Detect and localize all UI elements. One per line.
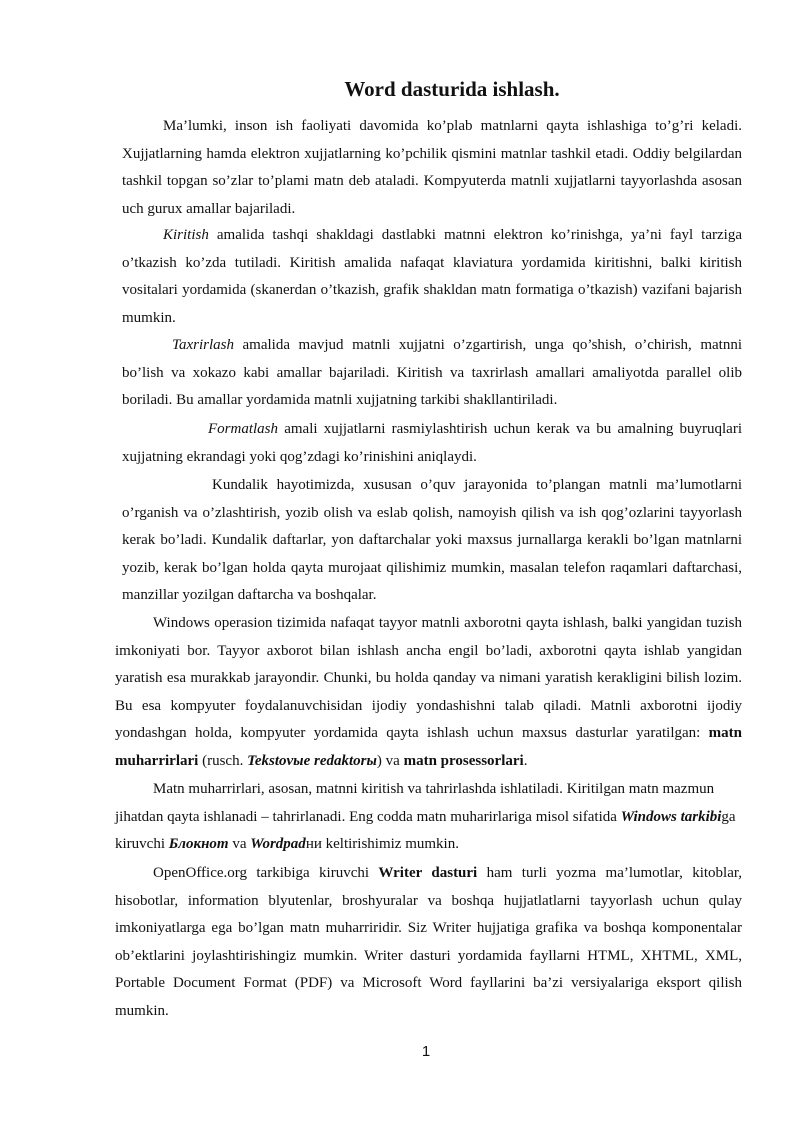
page-number: 1 bbox=[421, 1043, 431, 1060]
term-matn-muharrirlari: matn muharrirlari bbox=[115, 725, 742, 769]
paragraph-formatlash bbox=[122, 416, 742, 471]
paragraph-intro-text: Ma’lumki, inson ish faoliyati davomida ko’plab matnlarni qayta ishlashiga to’g’ri keladi. Xujjatlarning hamda elektron xujjatlarning ko’pchilik qismini matnlar tashkil etadi. Oddiy belgilardan tashkil topgan so’zlar to’plami matn deb ataladi. Kompyuterda matnli xujjatlarni tayyorlashda asosan uch gurux amallar bajariladi. bbox=[122, 118, 742, 217]
paragraph-kundalik-text: Kundalik hayotimizda, xususan o’quv jarayonida to’plangan matnli ma’lumotlarni o’rganish va o’zlashtirish, yozib olish va eslab qolish, namoyish qilish va ish qog’ozlarini tayyorlash kerak bo’ladi. Kundalik daftarlar, yon daftarchalar yoki maxsus jurnallarga kerakli bo’lgan matnlarni yozib, kerak bo’lgan holda qayta murojaat qilishimiz mumkin, masalan telefon raqamlari daftarchasi, manzillar yozilgan daftarcha va boshqalar. bbox=[122, 477, 742, 604]
paragraph-windows bbox=[115, 610, 742, 776]
paragraph-intro bbox=[122, 113, 742, 223]
paragraph-openoffice bbox=[115, 860, 742, 1026]
term-writer-dasturi: Writer dasturi bbox=[378, 865, 478, 881]
term-taxrirlash: Taxrirlash bbox=[172, 337, 234, 353]
paragraph-openoffice-text: OpenOffice.org tarkibiga kiruvchi bbox=[153, 865, 379, 881]
paragraph-muharrirlar-mid2: va bbox=[228, 836, 251, 853]
paragraph-windows-mid2: ) va bbox=[376, 752, 404, 769]
paragraph-windows-mid: (rusch. bbox=[198, 752, 248, 769]
paragraph-taxrirlash bbox=[122, 332, 742, 415]
term-formatlash: Formatlash bbox=[208, 421, 279, 437]
term-tekstovye-redaktory: Tekstovыe redaktorы bbox=[247, 752, 377, 769]
paragraph-muharrirlar-mid1: ga kiruvchi bbox=[115, 808, 736, 853]
paragraph-openoffice-rest: ham turli yozma ma’lumotlar, kitoblar, hisobotlar, information blyutenlar, broshyuralar va boshqa hujjatlatlarni tayyorlash uchun qulay imkoniyatlarga ega bo’lgan matn muharriridir. Siz Writer hujjatiga grafika va boshqa komponentalar ob’ektlarini joylashtirishingiz mumkin. Writer dasturi yordamida fayllarni HTML, XHTML, XML, Portable Document Format (PDF) va Microsoft Word fayllarini ba’zi versiyalariga eksport qilish mumkin. bbox=[115, 865, 742, 1019]
term-wordpad: Wordpad bbox=[250, 836, 306, 853]
term-bloknot: Блокнот bbox=[168, 836, 229, 853]
paragraph-formatlash-text: amali xujjatlarni rasmiylashtirish uchun kerak va bu amalning buyruqlari xujjatning ekrandagi yoki qog’zdagi ko’rinishini aniqlaydi. bbox=[122, 421, 742, 465]
paragraph-muharrirlar-end: ни keltirishimiz mumkin. bbox=[305, 836, 459, 853]
term-windows-tarkibi: Windows tarkibi bbox=[620, 808, 722, 825]
term-kiritish: Kiritish bbox=[163, 227, 209, 243]
paragraph-kiritish bbox=[122, 222, 742, 332]
term-matn-prosessorlari: matn prosessorlari bbox=[403, 752, 524, 769]
paragraph-kiritish-text: amalida tashqi shakldagi dastlabki matnni elektron ko’rinishga, ya’ni fayl tarziga o’tkazish ko’zda tutiladi. Kiritish amalida nafaqat klaviatura yordamida kiritishni, balki kiritish vositalari yordamida (skanerdan o’tkazish, grafik shakldan matn formatiga o’tkazish) vazifani bajarish mumkin. bbox=[122, 227, 742, 326]
paragraph-windows-end: . bbox=[523, 752, 528, 769]
paragraph-muharrirlar-text: Matn muharrirlari, asosan, matnni kiritish va tahrirlashda ishlatiladi. Kiritilgan matn mazmun jihatdan qayta ishlanadi – tahrirlanadi. Eng codda matn muharirlariga misol sifatida bbox=[115, 781, 715, 825]
paragraph-kundalik bbox=[122, 472, 742, 610]
paragraph-taxrirlash-text: amalida mavjud matnli xujjatni o’zgartirish, unga qo’shish, o’chirish, matnni bo’lish va xokazo kabi amallar bajariladi. Kiritish va taxrirlash amallari amaliyotda parallel olib boriladi. Bu amallar yordamida matnli xujjatning tarkibi shakllantiriladi. bbox=[122, 337, 742, 409]
paragraph-windows-text: Windows operasion tizimida nafaqat tayyor matnli axborotni qayta ishlash, balki yangidan tuzish imkoniyati bor. Tayyor axborot bilan ishlash ancha engil bo’ladi, axborotni qayta ishlab yangidan yaratish esa murakkab jarayondir. Chunki, bu holda qanday va nimani yaratish kerakligini bilish lozim. Bu esa kompyuter foydalanuvchisidan ijodiy yondashishni talab qiladi. Matnli axborotni ijodiy yondashgan holda, kompyuter yordamida qayta ishlash uchun maxsus dasturlar yaratilgan: bbox=[115, 615, 742, 742]
paragraph-muharrirlar bbox=[115, 776, 742, 859]
page-title: Word dasturida ishlash. bbox=[344, 77, 560, 101]
